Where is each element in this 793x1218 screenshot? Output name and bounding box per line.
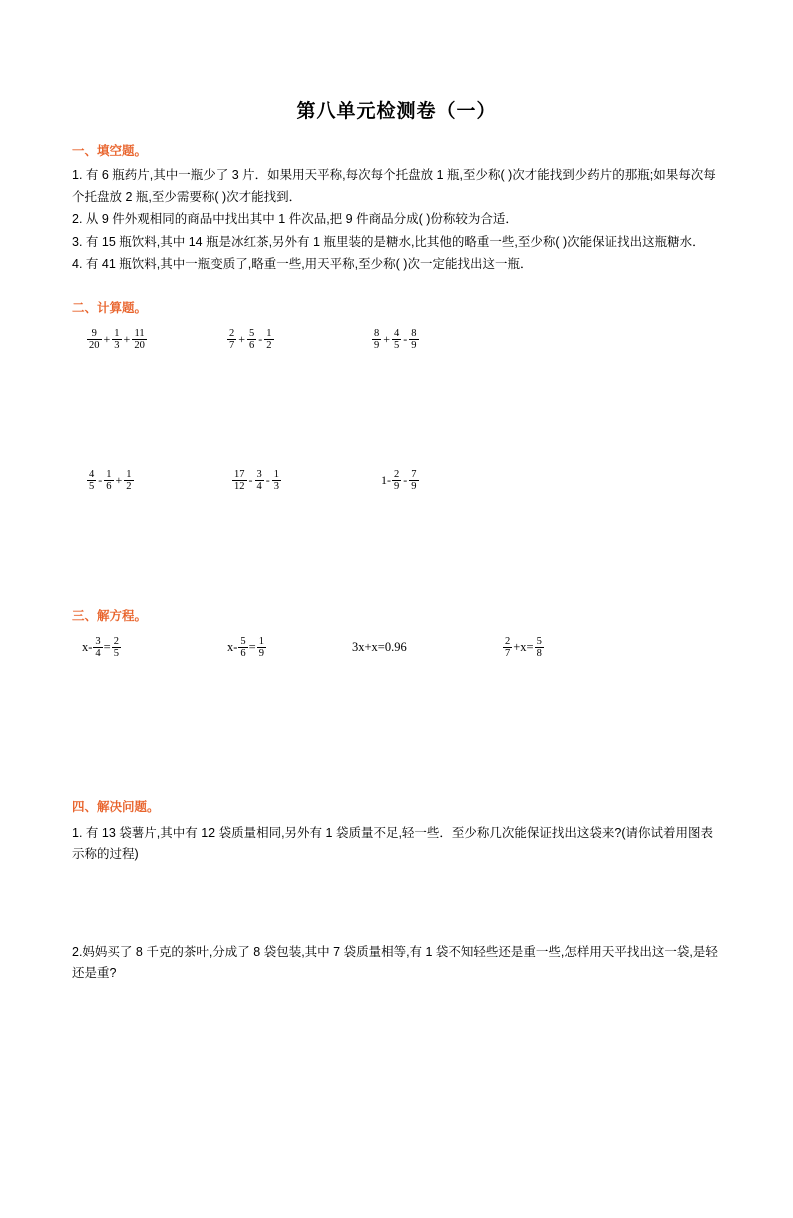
- equation-row: [72, 636, 721, 659]
- question-item: 1. 有 13 袋薯片,其中有 12 袋质量相同,另外有 1 袋质量不足,轻一些．至少称几次能保证找出这袋来?(请你试着用图表示称的过程): [72, 825, 714, 862]
- equation-expression: [227, 636, 352, 659]
- fraction: $\frac{3}{4}$: [95, 635, 101, 659]
- worksheet-page: [0, 96, 793, 1218]
- calc-expression: [86, 469, 231, 492]
- expression-text: =: [248, 639, 256, 654]
- fraction: $\frac{1}{3}$: [114, 327, 120, 351]
- operator: +: [123, 331, 131, 346]
- fraction: $\frac{11}{20}$: [134, 327, 145, 351]
- calc-expression: [86, 328, 226, 351]
- fraction: $\frac{2}{7}$: [505, 635, 511, 659]
- operator: -: [403, 331, 408, 346]
- calc-expression: [371, 328, 521, 351]
- question-item: 4. 有 41 瓶饮料,其中一瓶变质了,略重一些,用天平称,至少称( )次一定能找出这一瓶．: [72, 257, 533, 271]
- section-heading-equations: 三、解方程。: [72, 608, 148, 623]
- fraction: $\frac{5}{6}$: [240, 635, 246, 659]
- fraction: $\frac{2}{9}$: [394, 468, 400, 492]
- page-title: 第八单元检测卷（一）: [296, 101, 497, 122]
- fraction: $\frac{1}{2}$: [266, 327, 272, 351]
- fraction: $\frac{1}{3}$: [273, 468, 279, 492]
- question-item: 1. 有 6 瓶药片,其中一瓶少了 3 片．如果用天平称,每次每个托盘放 1 瓶,至少称( )次才能找到少药片的那瓶;如果每次每个托盘放 2 瓶,至少需要称( )次才能找到．: [72, 168, 716, 204]
- answer-space: [72, 659, 721, 777]
- fraction: $\frac{4}{5}$: [89, 468, 95, 492]
- operator: -: [248, 472, 253, 487]
- fraction: $\frac{2}{7}$: [229, 327, 235, 351]
- expression-text: x-: [82, 639, 93, 654]
- calc-expression: [231, 469, 381, 492]
- fraction: $\frac{5}{8}$: [536, 635, 542, 659]
- operator: +: [383, 331, 391, 346]
- fraction: $\frac{1}{2}$: [126, 468, 132, 492]
- expression-text: x-: [227, 639, 238, 654]
- question-item: 3. 有 15 瓶饮料,其中 14 瓶是冰红茶,另外有 1 瓶里装的是糖水,比其他的略重一些,至少称( )次能保证找出这瓶糖水．: [72, 234, 705, 249]
- operator: -: [403, 472, 408, 487]
- answer-space: [72, 867, 721, 941]
- operator: -: [258, 331, 263, 346]
- answer-space: [72, 492, 721, 588]
- calculation-row-2: [72, 469, 721, 492]
- question-item: 2.妈妈买了 8 千克的茶叶,分成了 8 袋包装,其中 7 袋质量相等,有 1 袋不知轻些还是重一些,怎样用天平找出这一袋,是轻还是重?: [72, 944, 718, 981]
- expression-text: 1-: [381, 472, 391, 487]
- section-heading-fill-blank: 一、填空题。: [72, 144, 148, 158]
- calculation-row-1: [72, 328, 721, 351]
- fraction: $\frac{5}{6}$: [249, 327, 255, 351]
- question-item: 2. 从 9 件外观相同的商品中找出其中 1 件次品,把 9 件商品分成( )份称较为合适．: [72, 212, 518, 226]
- fraction: $\frac{1}{6}$: [106, 468, 112, 492]
- fraction: $\frac{2}{5}$: [113, 635, 119, 659]
- fraction: $\frac{4}{5}$: [394, 327, 400, 351]
- equation-expression: [82, 636, 227, 659]
- fraction: $\frac{7}{9}$: [411, 468, 417, 492]
- fraction: $\frac{1}{9}$: [258, 635, 264, 659]
- operator: -: [265, 472, 270, 487]
- expression-text: 3x+x=0.96: [352, 639, 407, 654]
- operator: +: [115, 472, 123, 487]
- expression-text: +x=: [513, 639, 534, 654]
- operator: +: [238, 331, 246, 346]
- equation-expression: [502, 636, 622, 659]
- expression-text: =: [103, 639, 111, 654]
- fraction: $\frac{8}{9}$: [411, 327, 417, 351]
- fraction: $\frac{17}{12}$: [234, 468, 245, 492]
- section-heading-word-problems: 四、解决问题。: [72, 799, 160, 814]
- operator: -: [98, 472, 103, 487]
- section-heading-calculation: 二、计算题。: [72, 300, 148, 315]
- operator: +: [103, 331, 111, 346]
- fraction: $\frac{8}{9}$: [374, 327, 380, 351]
- calc-expression: [381, 469, 531, 492]
- answer-space: [72, 351, 721, 469]
- fraction: $\frac{3}{4}$: [256, 468, 262, 492]
- calc-expression: [226, 328, 371, 351]
- equation-expression: [352, 636, 502, 659]
- fraction: $\frac{9}{20}$: [89, 327, 100, 351]
